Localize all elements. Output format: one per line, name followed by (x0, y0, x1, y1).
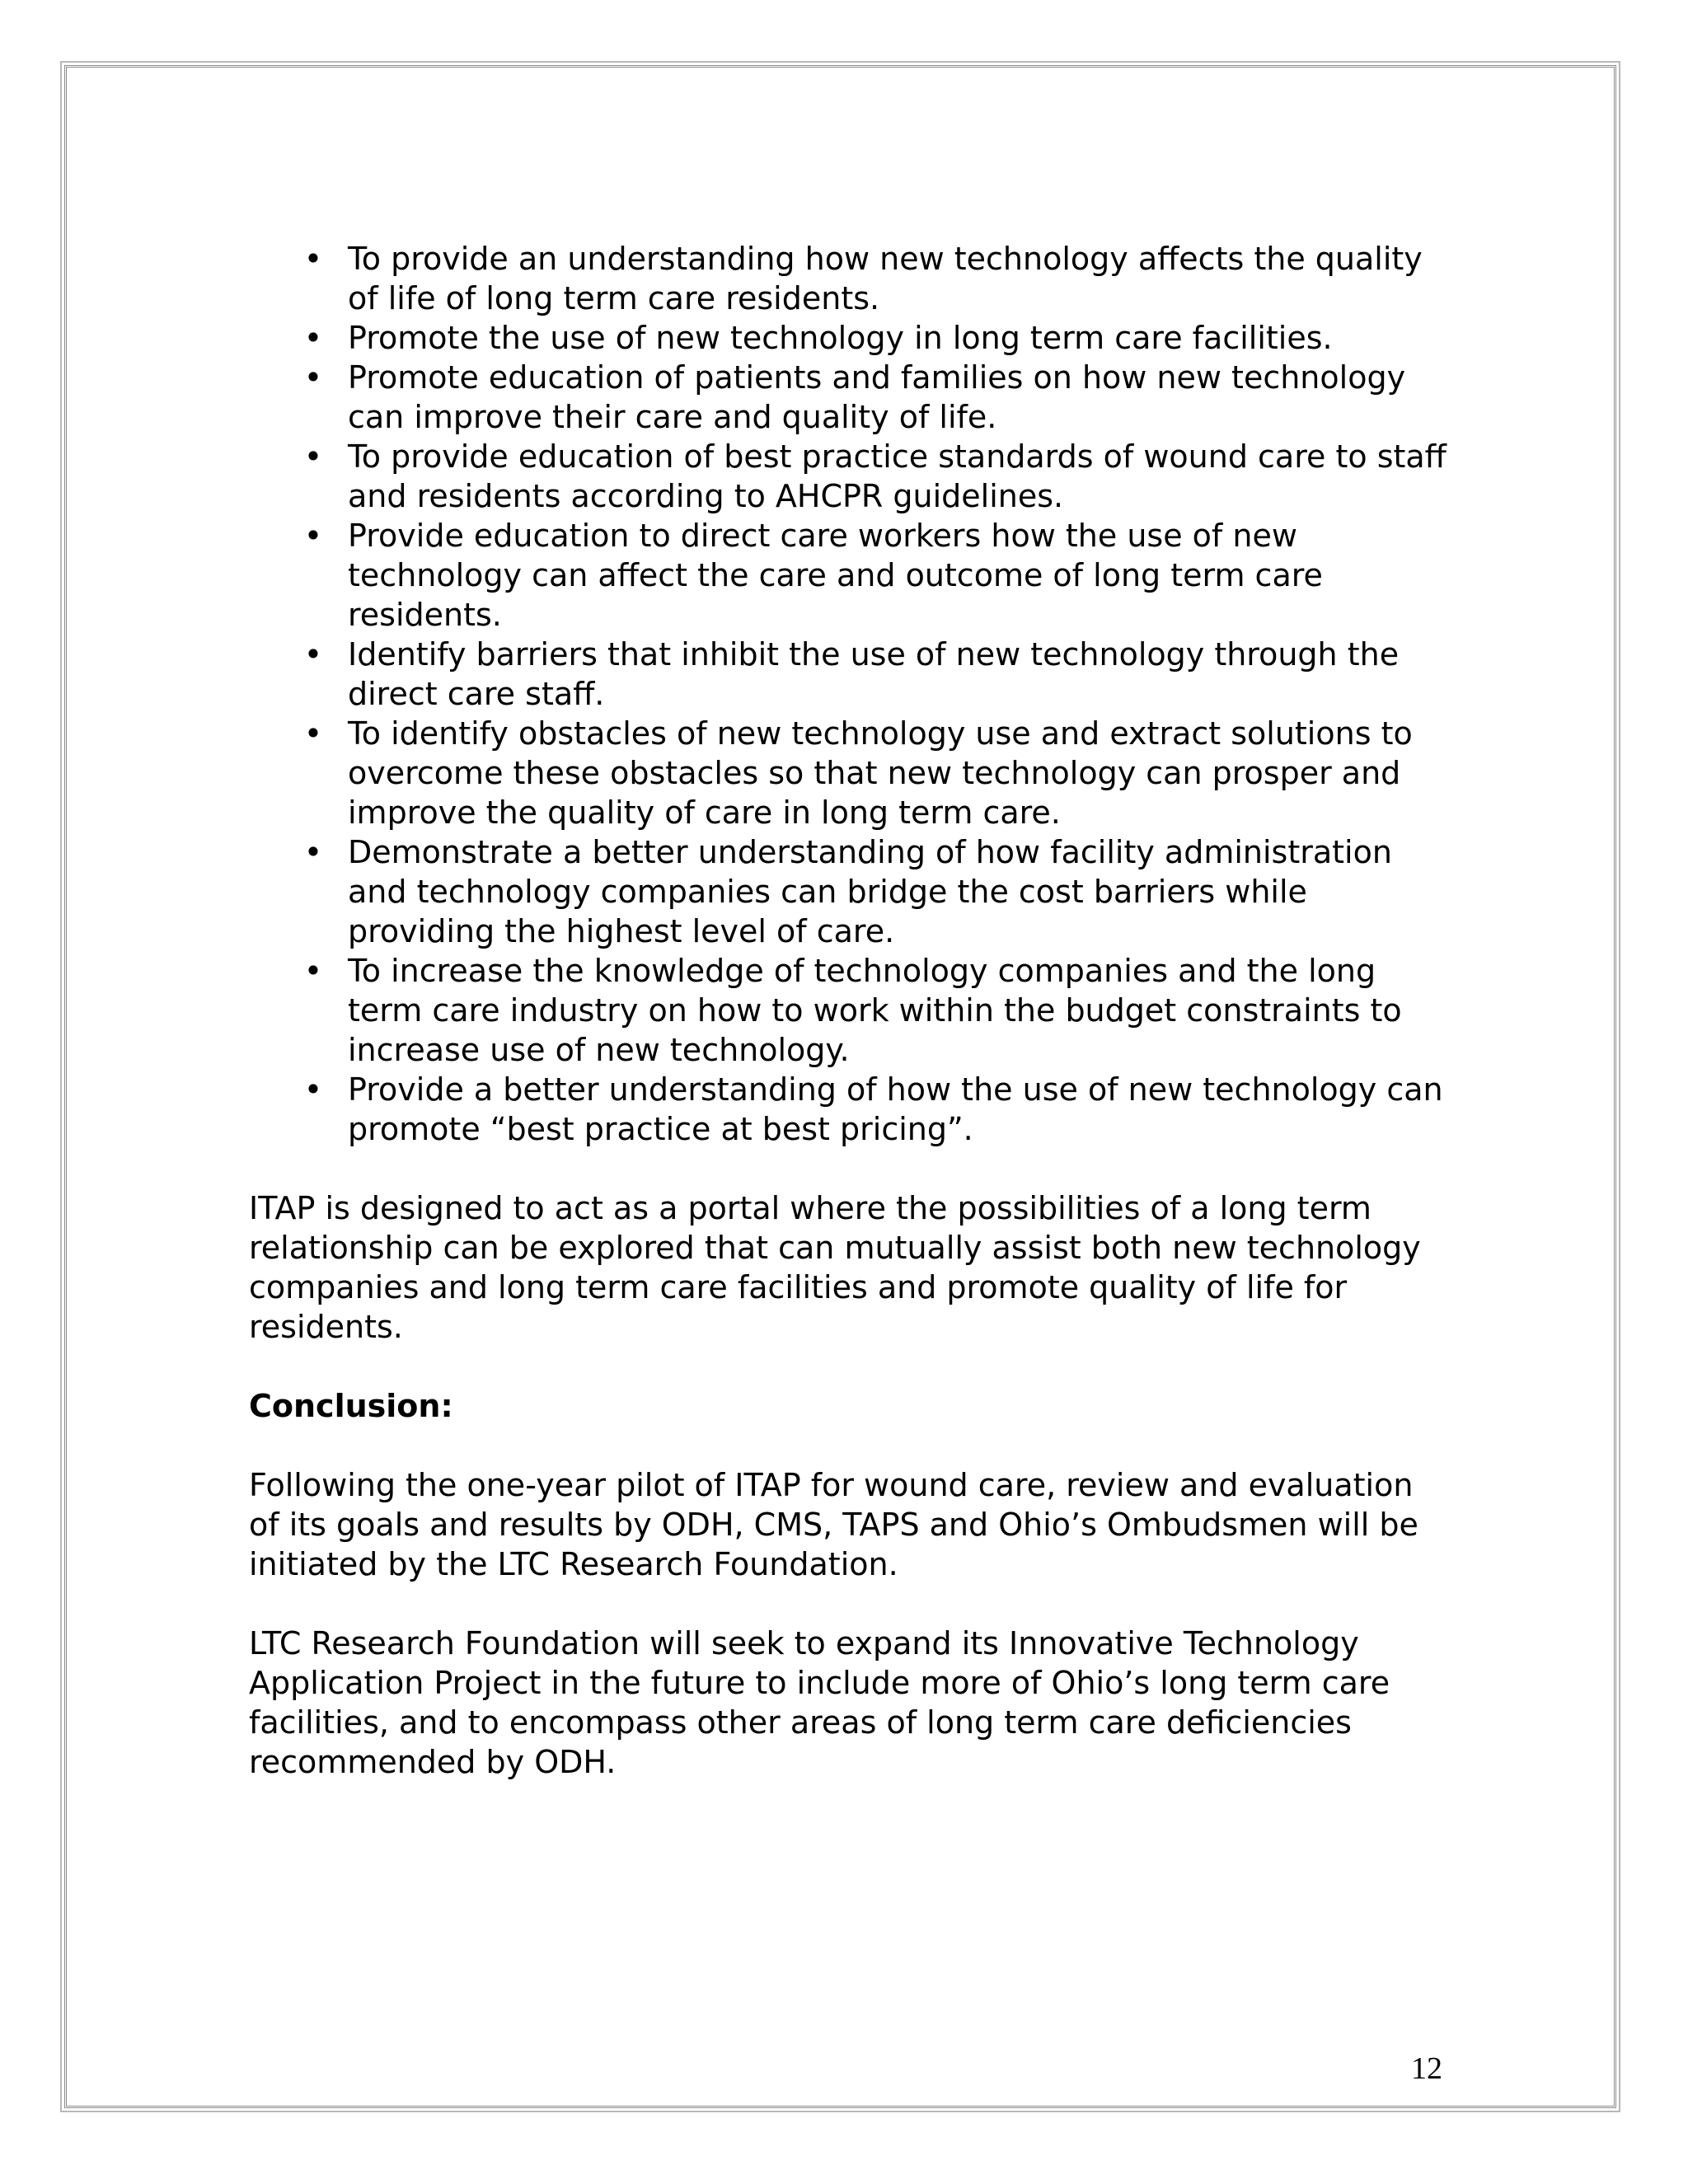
list-item (249, 318, 1452, 358)
objectives-list (249, 239, 1452, 1149)
list-item-text: To provide education of best practice standards of wound care to staff and residents according to AHCPR guidelines. (348, 438, 1447, 514)
conclusion-paragraph-2: LTC Research Foundation will seek to expand its Innovative Technology Application Project in the future to include more of Ohio’s long term care facilities, and to encompass other areas of long term care deficiencies recommended by ODH. (249, 1625, 1390, 1780)
list-item (249, 832, 1452, 951)
list-item-text: To identify obstacles of new technology use and extract solutions to overcome these obstacles so that new technology can prosper and improve the quality of care in long term care. (348, 715, 1413, 831)
list-item (249, 635, 1452, 714)
list-item-text: Demonstrate a better understanding of how facility administration and technology companies can bridge the cost barriers while providing the highest level of care. (348, 834, 1392, 949)
list-item-text: To increase the knowledge of technology companies and the long term care industry on how to work within the budget constraints to increase use of new technology. (348, 953, 1402, 1068)
bullet-icon: • (303, 834, 323, 870)
bullet-icon: • (303, 241, 323, 277)
list-item (249, 951, 1452, 1070)
list-item-text: To provide an understanding how new technology affects the quality of life of long term care residents. (348, 241, 1423, 316)
bullet-icon: • (303, 715, 323, 752)
conclusion-heading: Conclusion: (249, 1388, 453, 1424)
list-item (249, 239, 1452, 318)
list-item-text: Provide a better understanding of how the use of new technology can promote “best practice at best pricing”. (348, 1071, 1443, 1147)
bullet-icon: • (303, 320, 323, 356)
list-item (249, 358, 1452, 437)
bullet-icon: • (303, 359, 323, 396)
list-item (249, 714, 1452, 832)
list-item (249, 516, 1452, 635)
itap-paragraph: ITAP is designed to act as a portal where the possibilities of a long term relationship can be explored that can mutually assist both new technology companies and long term care facilities and promote quality of life for residents. (249, 1190, 1421, 1345)
conclusion-paragraph-1: Following the one-year pilot of ITAP for wound care, review and evaluation of its goals and results by ODH, CMS, TAPS and Ohio’s Ombudsmen will be initiated by the LTC Research Foundation. (249, 1467, 1418, 1582)
bullet-icon: • (303, 1071, 323, 1108)
bullet-icon: • (303, 636, 323, 673)
list-item (249, 1070, 1452, 1149)
bullet-icon: • (303, 438, 323, 475)
document-body (249, 239, 1452, 1782)
bullet-icon: • (303, 953, 323, 989)
list-item-text: Promote education of patients and families on how new technology can improve their care and quality of life. (348, 359, 1406, 435)
bullet-icon: • (303, 518, 323, 554)
list-item-text: Provide education to direct care workers how the use of new technology can affect the care and outcome of long term care residents. (348, 518, 1323, 633)
list-item-text: Identify barriers that inhibit the use of new technology through the direct care staff. (348, 636, 1400, 712)
page-number: 12 (1411, 2051, 1442, 2086)
list-item-text: Promote the use of new technology in long term care facilities. (348, 320, 1333, 356)
list-item (249, 437, 1452, 516)
